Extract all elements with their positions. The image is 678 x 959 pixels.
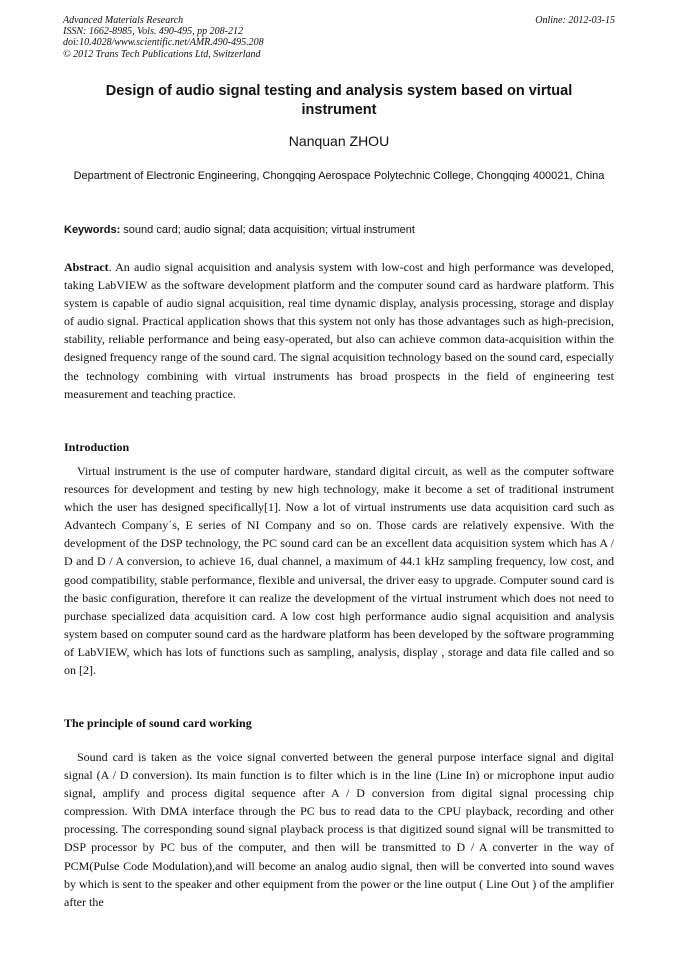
copyright-line: © 2012 Trans Tech Publications Ltd, Switzerland [63, 48, 261, 60]
section-heading-sound-card: The principle of sound card working [64, 716, 252, 730]
journal-name: Advanced Materials Research [63, 15, 184, 26]
section-heading-introduction: Introduction [64, 440, 130, 454]
author-name: Nanquan ZHOU [288, 133, 390, 149]
abstract-paragraph [64, 258, 614, 403]
issn-line: ISSN: 1662-8985, Vols. 490-495, pp 208-212 [63, 26, 243, 38]
section-text-sound-card: Sound card is taken as the voice signal converted between the general purpose interface signal and digital signal (A / D conversion). Its main function is to filter which is in the line (Line In) or microphone input audio signal, amplify and process digital sequence after A / D conversion from digital signal processing chip compression. With DMA interface through the PC bus to read data to the CPU playback, recording and other processing. The corresponding sound signal playback process is that digitized sound signal will be transmitted to DSP processor by PC bus of the computer, and then will be transmitted to D / A converter in the way of PCM(Pulse Code Modulation),and will become an analog audio signal, then will be converted into sound waves by which is sent to the speaker and other equipment from the power or the line output ( Line Out ) of the amplifier after the [64, 750, 614, 909]
paper-title: Design of audio signal testing and analysis system based on virtual instrument [105, 83, 573, 118]
online-date [535, 15, 615, 26]
author-affiliation: Department of Electronic Engineering, Chongqing Aerospace Polytechnic College, Chongqing 400021, China [73, 170, 605, 182]
keywords-text: sound card; audio signal; data acquisition; virtual instrument [120, 224, 415, 236]
abstract-label: Abstract [64, 260, 109, 274]
online-date-text: Online: 2012-03-15 [535, 15, 615, 26]
abstract-text: . An audio signal acquisition and analysis system with low-cost and high performance was developed, taking LabVIEW as the software development platform and the computer sound card as hardware platform. This system is capable of audio signal acquisition, real time dynamic display, analysis processing, storage and display of audio signal. Practical application shows that this system not only has those advantages such as high-precision, stability, reliable performance and being easy-operated, but also can achieve common data-acquisition within the designed frequency range of the sound card. The signal acquisition technology based on the sound card, especially the technology combining with virtual instruments has broad prospects in the field of engineering test measurement and teaching practice. [64, 260, 614, 401]
journal-header [63, 15, 264, 60]
doi-line: doi:10.4028/www.scientific.net/AMR.490-495.208 [63, 37, 264, 49]
section-text-introduction: Virtual instrument is the use of computer hardware, standard digital circuit, as well as the computer software resources for development and testing by new high technology, make it become a set of traditional instrument which the user has designed specifically[1]. Now a lot of virtual instruments use data acquisition card such as Advantech Company΄s, E series of NI Company and so on. Those cards are relatively expensive. With the development of the DSP technology, the PC sound card can be an excellent data acquisition system which has A / D and D / A conversion, to achieve 16, dual channel, a maximum of 44.1 kHz sampling frequency, low cost, and good compatibility, stable performance, flexible and universal, the driver easy to upgrade. Computer sound card is the basic configuration, therefore it can realize the development of the virtual instrument which does not need to purchase specialized data acquisition card. A low cost high performance audio signal acquisition and analysis system based on computer sound card as the hardware platform has been developed by the software programming of LabVIEW, which has lots of functions such as sampling, analysis, display , storage and data file called and so on [2]. [64, 464, 614, 678]
keywords-line [64, 224, 614, 236]
keywords-label: Keywords: [64, 224, 121, 236]
